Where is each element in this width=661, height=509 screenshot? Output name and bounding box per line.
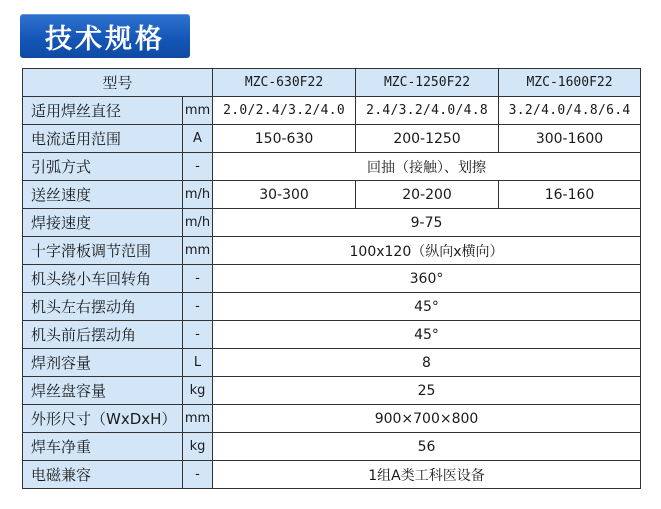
table-row bbox=[23, 349, 641, 377]
row-value: 200-1250 bbox=[356, 125, 499, 153]
row-label: 送丝速度 bbox=[23, 181, 183, 209]
row-value: 100x120（纵向x横向） bbox=[213, 237, 641, 265]
table-row bbox=[23, 433, 641, 461]
row-value: 900×700×800 bbox=[213, 405, 641, 433]
row-unit: - bbox=[183, 461, 213, 489]
row-unit: m/h bbox=[183, 209, 213, 237]
row-unit: kg bbox=[183, 433, 213, 461]
row-value: 2.4/3.2/4.0/4.8 bbox=[356, 97, 499, 125]
row-value: 9-75 bbox=[213, 209, 641, 237]
row-label: 机头左右摆动角 bbox=[23, 293, 183, 321]
table-row bbox=[23, 97, 641, 125]
model-630: MZC-630F22 bbox=[213, 69, 356, 97]
row-label: 外形尺寸（WxDxH） bbox=[23, 405, 183, 433]
row-value: 25 bbox=[213, 377, 641, 405]
spec-table bbox=[22, 68, 641, 489]
table-row bbox=[23, 153, 641, 181]
model-1600: MZC-1600F22 bbox=[499, 69, 641, 97]
row-value: 30-300 bbox=[213, 181, 356, 209]
row-value: 20-200 bbox=[356, 181, 499, 209]
row-unit: - bbox=[183, 321, 213, 349]
row-value: 56 bbox=[213, 433, 641, 461]
row-label: 焊丝盘容量 bbox=[23, 377, 183, 405]
row-unit: m/h bbox=[183, 181, 213, 209]
row-label: 机头前后摆动角 bbox=[23, 321, 183, 349]
row-value: 8 bbox=[213, 349, 641, 377]
row-unit: mm bbox=[183, 405, 213, 433]
row-label: 适用焊丝直径 bbox=[23, 97, 183, 125]
row-label: 焊车净重 bbox=[23, 433, 183, 461]
row-unit: A bbox=[183, 125, 213, 153]
row-value: 1组A类工科医设备 bbox=[213, 461, 641, 489]
row-value: 360° bbox=[213, 265, 641, 293]
table-row bbox=[23, 321, 641, 349]
row-unit: mm bbox=[183, 97, 213, 125]
table-header-row bbox=[23, 69, 641, 97]
table-row bbox=[23, 125, 641, 153]
row-value: 150-630 bbox=[213, 125, 356, 153]
row-label: 十字滑板调节范围 bbox=[23, 237, 183, 265]
page-title: 技术规格 bbox=[45, 23, 165, 55]
table-row bbox=[23, 293, 641, 321]
row-label: 焊接速度 bbox=[23, 209, 183, 237]
row-value: 3.2/4.0/4.8/6.4 bbox=[499, 97, 641, 125]
table-row bbox=[23, 181, 641, 209]
row-value: 回抽（接触）、划擦 bbox=[213, 153, 641, 181]
row-label: 电流适用范围 bbox=[23, 125, 183, 153]
title-banner bbox=[20, 14, 190, 58]
row-label: 机头绕小车回转角 bbox=[23, 265, 183, 293]
model-label: 型号 bbox=[23, 69, 213, 97]
row-unit: - bbox=[183, 293, 213, 321]
table-row bbox=[23, 461, 641, 489]
table-row bbox=[23, 405, 641, 433]
model-1250: MZC-1250F22 bbox=[356, 69, 499, 97]
row-unit: - bbox=[183, 153, 213, 181]
row-value: 300-1600 bbox=[499, 125, 641, 153]
row-unit: kg bbox=[183, 377, 213, 405]
row-label: 焊剂容量 bbox=[23, 349, 183, 377]
row-value: 16-160 bbox=[499, 181, 641, 209]
row-label: 电磁兼容 bbox=[23, 461, 183, 489]
table-row bbox=[23, 377, 641, 405]
row-label: 引弧方式 bbox=[23, 153, 183, 181]
row-value: 45° bbox=[213, 321, 641, 349]
table-row bbox=[23, 237, 641, 265]
table-row bbox=[23, 209, 641, 237]
table-row bbox=[23, 265, 641, 293]
row-unit: - bbox=[183, 265, 213, 293]
row-unit: L bbox=[183, 349, 213, 377]
row-unit: mm bbox=[183, 237, 213, 265]
row-value: 2.0/2.4/3.2/4.0 bbox=[213, 97, 356, 125]
row-value: 45° bbox=[213, 293, 641, 321]
